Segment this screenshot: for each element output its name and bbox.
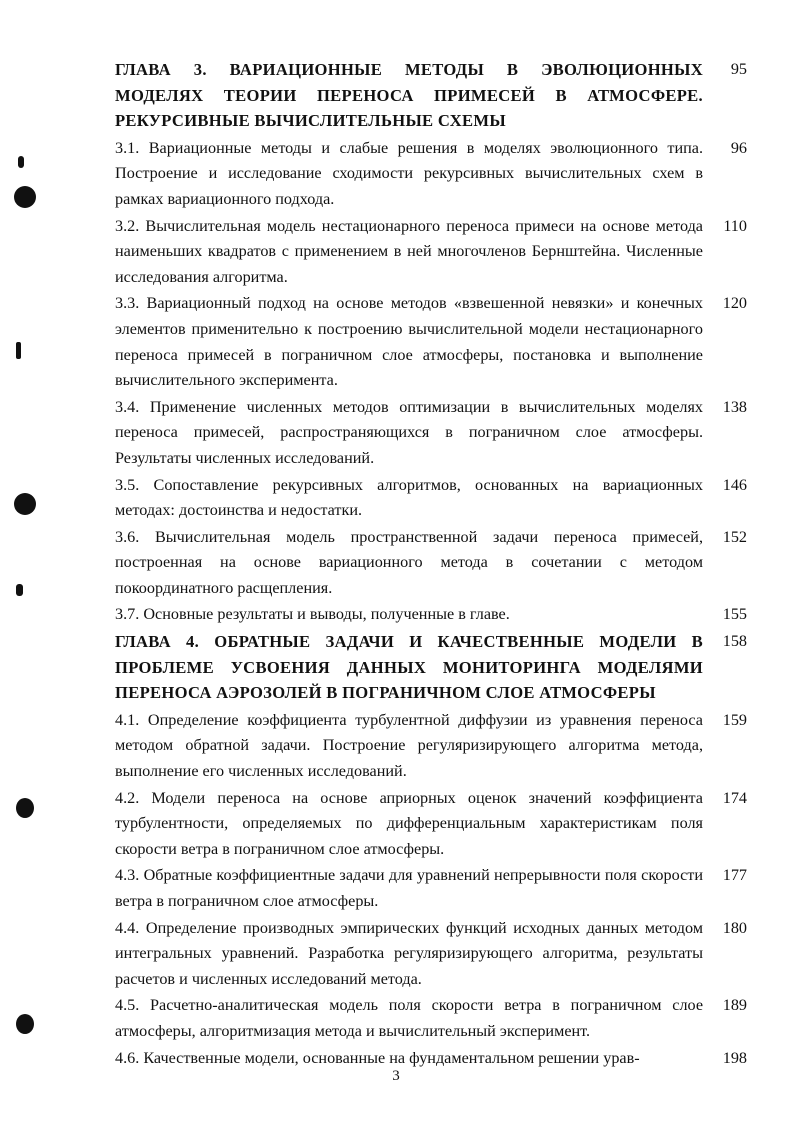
toc-entry-title: 3.2. Вычислительная модель нестационарного переноса примеси на основе метода наименьших квадратов с применением в ней многочленов Бернштейна. Численные исследования алгоритма. [115,216,703,286]
scan-mark [16,1014,34,1034]
toc-entry-title: 4.1. Определение коэффициента турбулентной диффузии из уравнения переноса методом обратной задачи. Построение регуляризирующего алгоритма метода, выполнение его численных исследований. [115,710,703,781]
toc-entry-3-6 [115,525,747,602]
toc-entry-title: 4.4. Определение производных эмпирических функций исходных данных методом интегральных уравнений. Разработка регуляризирующего алгоритма, результаты расчетов и численных исследований метода. [115,918,703,988]
toc-entry-title: 4.5. Расчетно-аналитическая модель поля скорости ветра в пограничном слое атмосферы, алгоритмизация метода и вычислительный эксперимент. [115,996,703,1040]
page-number-footer: 3 [392,1068,400,1084]
toc-entry-3-2 [115,214,747,291]
toc-page-number: 138 [722,397,747,416]
toc-entry-4-2 [115,786,747,863]
scan-mark [16,798,34,818]
table-of-contents [115,57,747,1072]
toc-entry-title: 3.3. Вариационный подход на основе методов «взвешенной невязки» и конечных элементов применительно к построению вычислительной модели нестационарного переноса примесей в пограничном слое атмосферы, постановка и выполнение вычислительного эксперимента. [115,294,703,390]
toc-page-number: 158 [722,632,747,651]
scan-mark [16,584,23,596]
toc-entry-3-1 [115,136,747,213]
toc-page-number: 180 [722,918,747,937]
toc-entry-title: 3.1. Вариационные методы и слабые решения в моделях эволюционного типа. Построение и исследование сходимости рекурсивных вычислительных схем в рамках вариационного подхода. [115,138,703,208]
toc-page-number: 159 [722,710,747,729]
toc-page-number: 189 [722,996,747,1015]
toc-entry-title: 3.5. Сопоставление рекурсивных алгоритмов, основанных на вариационных методах: достоинства и недостатки. [115,475,703,520]
toc-entry-3-5 [115,473,747,524]
toc-page-number: 146 [722,475,747,494]
toc-page-number: 120 [722,294,747,313]
toc-entry-title: 4.3. Обратные коэффициентные задачи для уравнений непрерывности поля скорости ветра в пограничном слое атмосферы. [115,866,703,910]
toc-page-number: 174 [722,788,747,807]
toc-entry-4-4 [115,916,747,993]
toc-entry-title: ГЛАВА 3. ВАРИАЦИОННЫЕ МЕТОДЫ В ЭВОЛЮЦИОННЫХ МОДЕЛЯХ ТЕОРИИ ПЕРЕНОСА ПРИМЕСЕЙ В АТМОСФЕРЕ. РЕКУРСИВНЫЕ ВЫЧИСЛИТЕЛЬНЫЕ СХЕМЫ [115,60,703,131]
toc-page-number: 177 [722,866,747,885]
toc-page-number: 155 [722,605,747,624]
scan-mark [14,186,36,208]
toc-page-number: 95 [730,60,747,78]
toc-entry-title: 4.6. Качественные модели, основанные на фундаментальном решении урав- [115,1048,640,1067]
toc-page-number: 152 [722,527,747,546]
toc-page-number: 198 [722,1048,747,1067]
toc-entry-3-3 [115,291,747,393]
toc-page-number: 96 [730,138,747,157]
toc-entry-4-5 [115,993,747,1044]
toc-entry-4-1 [115,708,747,785]
toc-entry-3-4 [115,395,747,472]
toc-entry-4-3 [115,863,747,914]
scan-mark [14,493,36,515]
toc-entry-title: 3.4. Применение численных методов оптимизации в вычислительных моделях переноса примесей, распространяющихся в пограничном слое атмосферы. Результаты численных исследований. [115,397,703,467]
toc-entry-3-7 [115,602,747,628]
toc-entry-title: 3.7. Основные результаты и выводы, полученные в главе. [115,605,510,624]
toc-entry-title: ГЛАВА 4. ОБРАТНЫЕ ЗАДАЧИ И КАЧЕСТВЕННЫЕ МОДЕЛИ В ПРОБЛЕМЕ УСВОЕНИЯ ДАННЫХ МОНИТОРИНГА МОДЕЛЯМИ ПЕРЕНОСА АЭРОЗОЛЕЙ В ПОГРАНИЧНОМ СЛОЕ АТМОСФЕРЫ [115,632,703,703]
toc-chapter-4 [115,629,747,706]
scan-mark [16,342,21,359]
toc-entry-title: 3.6. Вычислительная модель пространственной задачи переноса примесей, построенная на основе вариационного метода в сочетании с методом покоординатного расщепления. [115,527,703,597]
toc-chapter-3 [115,57,747,134]
toc-page-number: 110 [723,216,747,235]
scan-mark [18,156,24,168]
toc-entry-title: 4.2. Модели переноса на основе априорных оценок значений коэффициента турбулентности, определяемых по дифференциальным характеристикам поля скорости ветра в пограничном слое атмосферы. [115,788,703,858]
